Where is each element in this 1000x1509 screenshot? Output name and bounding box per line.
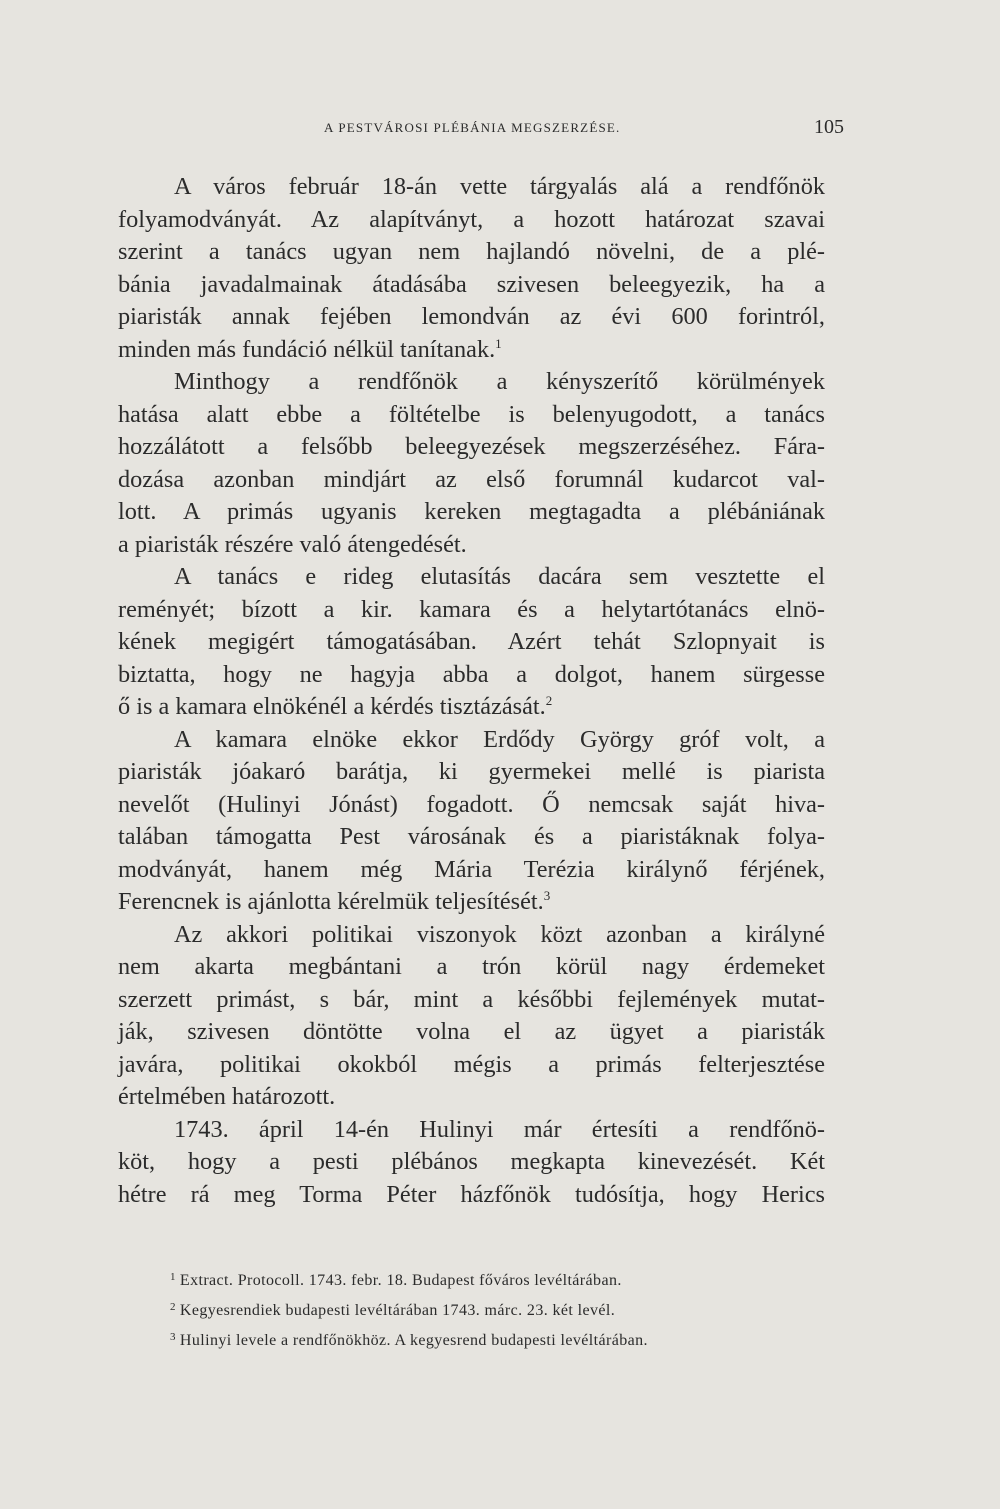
text-line [118,919,825,952]
text-line [118,1114,825,1147]
text-line [118,659,825,692]
footnote [170,1264,830,1294]
text-line-content: kének megigért támogatásában. Azért tehát Szlopnyait is [118,628,825,655]
footnote-reference: 1 [495,335,502,351]
text-line [118,756,825,789]
text-line-content: minden más fundáció nélkül tanítanak. [118,335,496,363]
text-line-content: köt, hogy a pesti plébános megkapta kinevezését. Két [118,1148,825,1175]
text-line-content: értelmében határozott. [118,1083,336,1110]
text-line-content: lott. A primás ugyanis kereken megtagadta a plébániának [118,498,825,525]
page-number: 105 [814,116,844,138]
body-text [118,171,825,1211]
text-line [118,1146,825,1179]
text-line-content: 1743. ápril 14-én Hulinyi már értesíti a rendfőnö- [174,1115,825,1143]
text-line [118,821,825,854]
text-line [118,951,825,984]
footnote-text: Extract. Protocoll. 1743. febr. 18. Budapest főváros levéltárában. [179,1272,622,1289]
text-line-content: modványát, hanem még Mária Terézia királynő férjének, [118,855,825,883]
text-line-content: Minthogy a rendfőnök a kényszerítő körülmények [174,368,825,395]
text-line-content: hozzálátott a felsőbb beleegyezések megszerzéséhez. Fára- [118,433,825,460]
footnote [170,1294,830,1324]
text-line [118,1016,825,1049]
text-line-content: Az akkori politikai viszonyok közt azonban a királyné [174,920,825,948]
text-line-content: ő is a kamara elnökénél a kérdés tisztázását. [118,693,546,720]
footnote-mark: 1 [170,1271,176,1283]
text-line [118,854,825,887]
text-line-content: reményét; bízott a kir. kamara és a helytartótanács elnö- [118,595,825,623]
text-line-content: a piaristák részére való átengedését. [118,530,467,558]
text-line-content: nem akarta megbántani a trón körül nagy érdemeket [118,953,825,980]
text-line-content: szerint a tanács ugyan nem hajlandó növelni, de a plé- [118,238,825,265]
text-line [118,204,825,237]
text-line [118,464,825,497]
footnote-text: Hulinyi levele a rendfőnökhöz. A kegyesrend budapesti levéltárában. [179,1332,648,1349]
text-line [118,1081,825,1114]
text-line [118,561,825,594]
text-line [118,366,825,399]
footnote [170,1324,830,1354]
text-line [118,594,825,627]
text-line-content: hétre rá meg Torma Péter házfőnök tudósítja, hogy Herics [118,1180,825,1208]
text-line [118,334,825,367]
footnote-text: Kegyesrendiek budapesti levéltárában 1743. márc. 23. két levél. [179,1302,616,1319]
text-line [118,399,825,432]
text-line [118,171,825,204]
text-line [118,1179,825,1212]
text-line-content: Ferencnek is ajánlotta kérelmük teljesítését. [118,888,544,915]
text-line [118,529,825,562]
text-line [118,626,825,659]
text-line-content: bánia javadalmainak átadásába szivesen beleegyezik, ha a [118,270,825,298]
footnote-mark: 2 [170,1301,176,1313]
text-line [118,431,825,464]
text-line-content: szerzett primást, s bár, mint a későbbi fejlemények mutat- [118,985,825,1013]
text-line [118,886,825,919]
text-line [118,1049,825,1082]
text-line-content: biztatta, hogy ne hagyja abba a dolgot, hanem sürgesse [118,660,825,688]
text-line-content: folyamodványát. Az alapítványt, a hozott határozat szavai [118,205,825,233]
text-line-content: A tanács e rideg elutasítás dacára sem vesztette el [174,563,825,590]
text-line [118,984,825,1017]
text-line-content: dozása azonban mindjárt az első forumnál kudarcot val- [118,465,825,493]
text-line-content: hatása alatt ebbe a föltételbe is belenyugodott, a tanács [118,400,825,428]
text-line [118,236,825,269]
text-line [118,691,825,724]
text-line [118,301,825,334]
text-line-content: piaristák jóakaró barátja, ki gyermekei mellé is piarista [118,758,825,785]
text-line-content: A kamara elnöke ekkor Erdődy György gróf volt, a [174,725,825,753]
text-line-content: talában támogatta Pest városának és a piaristáknak folya- [118,823,825,850]
text-line [118,269,825,302]
text-line [118,789,825,822]
page-header [118,116,846,144]
footnote-reference: 3 [543,888,551,903]
running-title: A PESTVÁROSI PLÉBÁNIA MEGSZERZÉSE. [324,120,621,135]
text-line-content: A város február 18-án vette tárgyalás alá a rendfőnök [174,173,825,200]
text-line-content: piaristák annak fejében lemondván az évi 600 forintról, [118,303,825,330]
footnotes [170,1264,830,1354]
text-line-content: javára, politikai okokból mégis a primás felterjesztése [118,1050,825,1078]
text-line-content: nevelőt (Hulinyi Jónást) fogadott. Ő nemcsak saját hiva- [118,790,825,818]
text-line [118,496,825,529]
text-line [118,724,825,757]
text-line-content: ják, szivesen döntötte volna el az ügyet a piaristák [118,1018,825,1045]
footnote-reference: 2 [545,693,553,708]
footnote-mark: 3 [170,1331,176,1343]
